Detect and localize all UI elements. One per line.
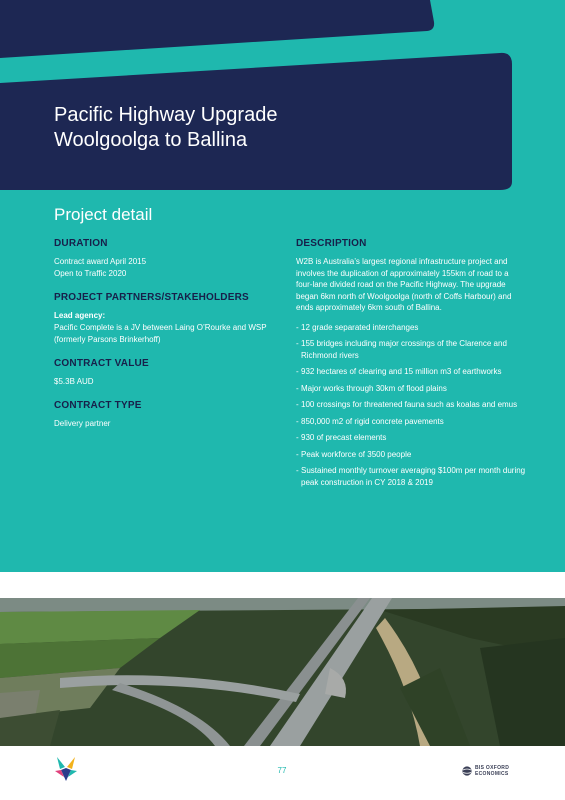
- bis-brand-text: [475, 765, 509, 777]
- aerial-highway-photo: [0, 598, 565, 746]
- description-text: W2B is Australia’s largest regional infrastructure project and involves the duplication of approximately 155km of road to a four-lane divided road on the Pacific Highway. The upgrade began 6km north of Woolgoolga (north of Coffs Harbour) and ends approximately 6km south of Ballina.: [296, 257, 512, 312]
- bullet-item: - Sustained monthly turnover averaging $100m per month during peak construction in CY 2018 & 2019: [296, 465, 526, 488]
- bullet-item: - 932 hectares of clearing and 15 million m3 of earthworks: [296, 366, 526, 378]
- bullet-item: - Peak workforce of 3500 people: [296, 449, 526, 461]
- partners-text: Pacific Complete is a JV between Laing O’Rourke and WSP (formerly Parsons Brinkerhoff): [54, 323, 267, 344]
- bullet-item: - 155 bridges including major crossings of the Clarence and Richmond rivers: [296, 338, 526, 361]
- brand-line-1: BIS OXFORD: [475, 765, 510, 771]
- bullet-item: - 930 of precast elements: [296, 432, 526, 444]
- bullet-item: - 12 grade separated interchanges: [296, 322, 526, 334]
- brand-line-2: ECONOMICS: [475, 771, 509, 777]
- document-title: [54, 103, 474, 153]
- project-details-column: [54, 238, 279, 442]
- duration-line-2: Open to Traffic 2020: [54, 269, 127, 278]
- contract-type-label: CONTRACT TYPE: [54, 400, 142, 411]
- description-label: DESCRIPTION: [296, 238, 367, 249]
- partners-label: PROJECT PARTNERS/STAKEHOLDERS: [54, 292, 249, 303]
- navy-title-banner: [0, 0, 565, 200]
- bullet-item: - 850,000 m2 of rigid concrete pavements: [296, 416, 526, 428]
- bullet-item: - 100 crossings for threatened fauna such as koalas and emus: [296, 399, 526, 411]
- contract-type-block: [54, 400, 279, 430]
- contract-value-block: [54, 358, 279, 388]
- description-column: [296, 238, 526, 493]
- company-logo-icon: [55, 757, 77, 781]
- contract-value: $5.3B AUD: [54, 377, 94, 386]
- description-bullet-list: [296, 322, 526, 489]
- bis-oxford-economics-logo: [462, 764, 522, 780]
- globe-icon: [462, 766, 472, 776]
- title-line-2: Woolgoolga to Ballina: [54, 129, 248, 151]
- duration-line-1: Contract award April 2015: [54, 257, 147, 266]
- lead-agency-label: Lead agency:: [54, 311, 106, 320]
- contract-value-label: CONTRACT VALUE: [54, 358, 149, 369]
- page-number: 77: [277, 766, 287, 775]
- partners-block: [54, 292, 279, 346]
- section-title: Project detail: [54, 205, 153, 224]
- title-line-1: Pacific Highway Upgrade: [54, 104, 278, 126]
- contract-type-value: Delivery partner: [54, 419, 111, 428]
- duration-label: DURATION: [54, 238, 108, 249]
- duration-block: [54, 238, 279, 280]
- bullet-item: - Major works through 30km of flood plains: [296, 383, 526, 395]
